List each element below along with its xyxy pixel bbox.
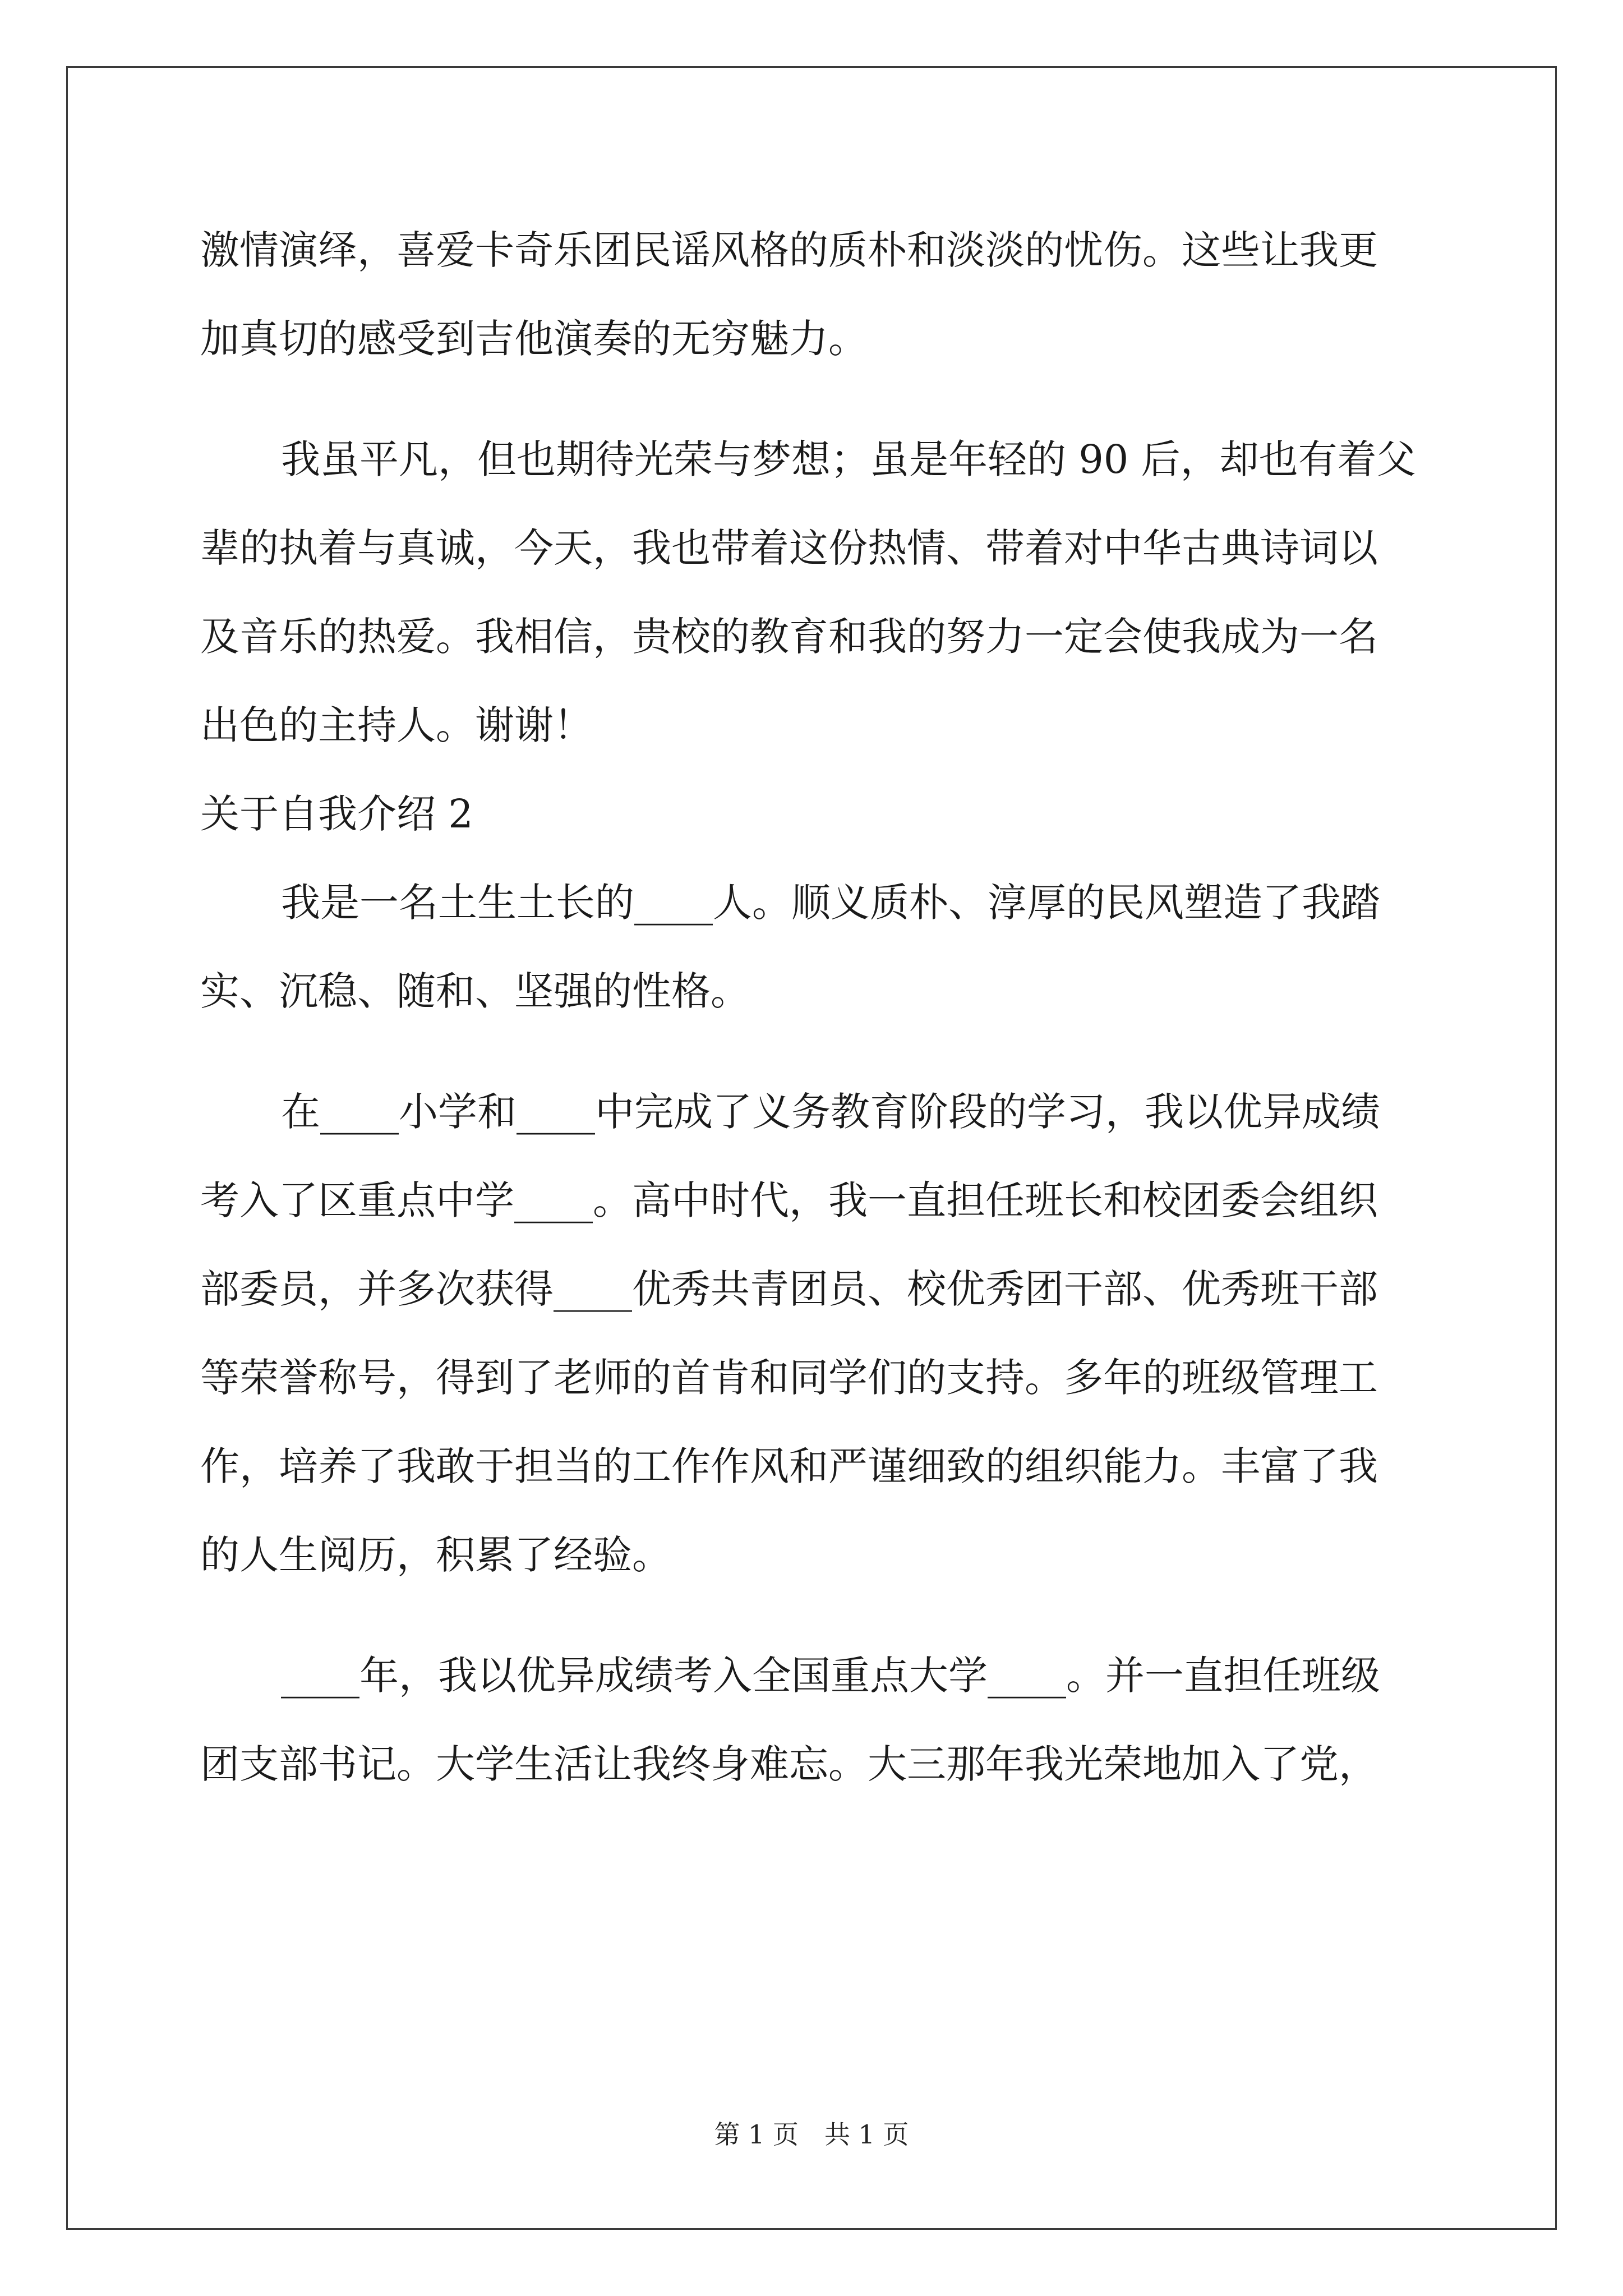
text-line: 出色的主持人。谢谢！: [200, 702, 593, 748]
text-line: 考入了区重点中学____。高中时代，我一直担任班长和校团委会组织: [200, 1177, 1378, 1223]
document-body: [200, 206, 1428, 1809]
text-line: 团支部书记。大学生活让我终身难忘。大三那年我光荣地加入了党，: [200, 1741, 1378, 1787]
text-line: 在____小学和____中完成了义务教育阶段的学习，我以优异成绩: [281, 1089, 1380, 1135]
text-line: 我虽平凡，但也期待光荣与梦想；虽是年轻的 90 后，却也有着父: [281, 436, 1416, 482]
text-line: 等荣誉称号，得到了老师的首肯和同学们的支持。多年的班级管理工: [200, 1355, 1378, 1401]
page-footer: 第 1 页 共 1 页: [714, 2119, 909, 2150]
text-line: 作，培养了我敢于担当的工作作风和严谨细致的组织能力。丰富了我: [200, 1443, 1378, 1489]
text-line: 我是一名土生土长的____人。顺义质朴、淳厚的民风塑造了我踏: [281, 880, 1380, 926]
text-line: 的人生阅历，积累了经验。: [200, 1532, 671, 1578]
section-heading: 关于自我介绍 2: [200, 791, 473, 837]
text-line: 及音乐的热爱。我相信，贵校的教育和我的努力一定会使我成为一名: [200, 614, 1378, 660]
text-line: ____年，我以优异成绩考入全国重点大学____。并一直担任班级: [281, 1653, 1380, 1699]
text-line: 激情演绎，喜爱卡奇乐团民谣风格的质朴和淡淡的忧伤。这些让我更: [200, 227, 1378, 273]
text-line: 辈的执着与真诚，今天，我也带着这份热情、带着对中华古典诗词以: [200, 525, 1378, 571]
text-line: 加真切的感受到吉他演奏的无穷魅力。: [200, 316, 868, 362]
text-line: 实、沉稳、随和、坚强的性格。: [200, 968, 750, 1014]
text-line: 部委员，并多次获得____优秀共青团员、校优秀团干部、优秀班干部: [200, 1266, 1378, 1312]
